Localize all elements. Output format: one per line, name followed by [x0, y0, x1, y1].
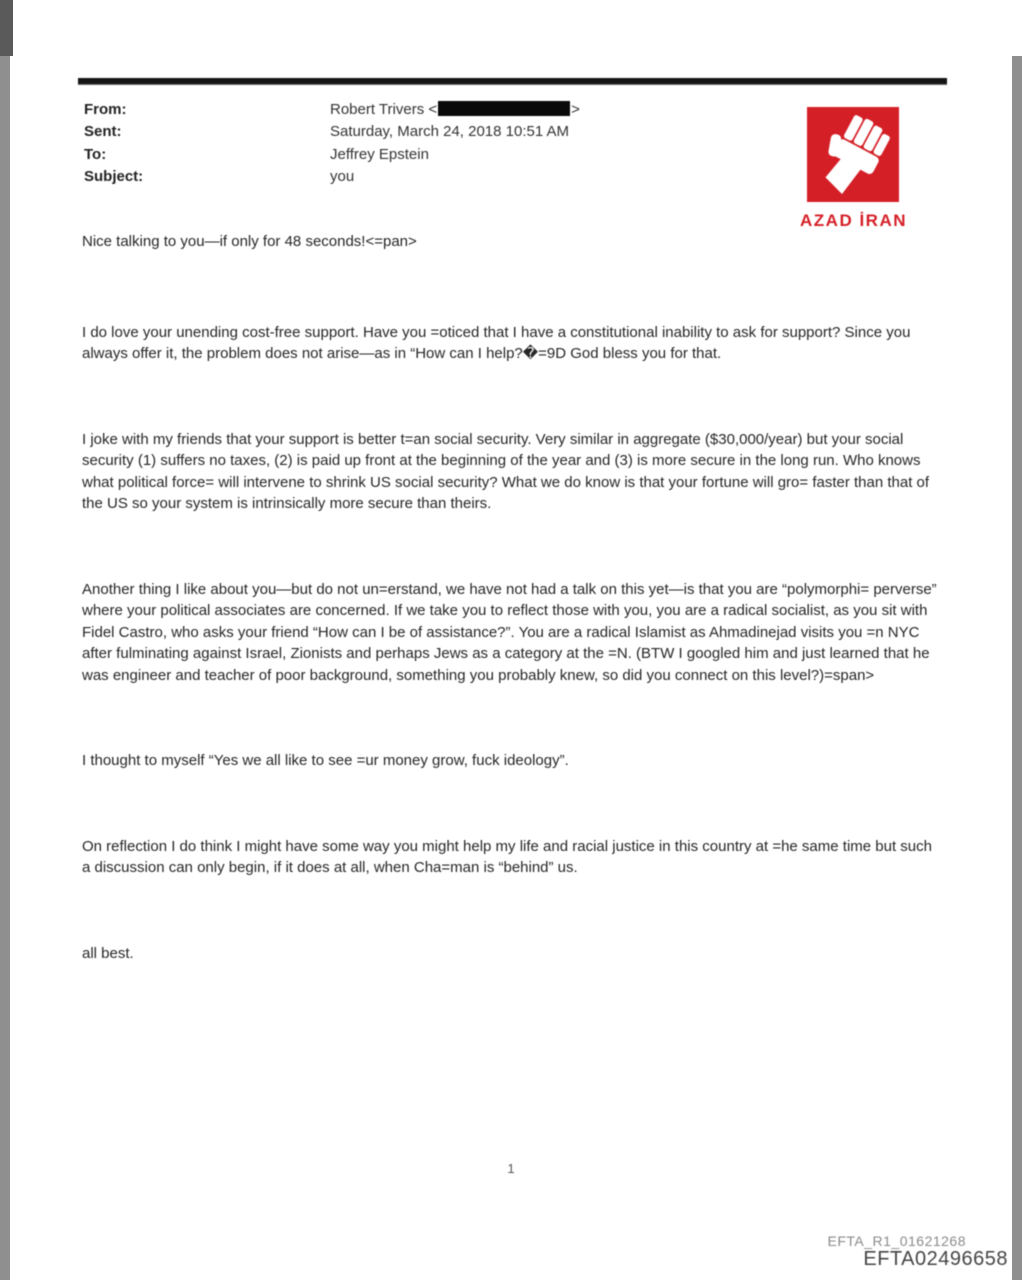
raised-fist-icon: [810, 111, 896, 199]
from-value-suffix: >: [571, 101, 580, 118]
email-paragraph: Nice talking to you—if only for 48 seconds!<=pan>: [82, 233, 417, 250]
from-value-prefix: Robert Trivers <: [330, 101, 438, 118]
page-number: 1: [507, 1161, 515, 1176]
subject-value: you: [330, 168, 355, 186]
from-label: From:: [84, 101, 127, 118]
sent-label: Sent:: [84, 123, 122, 141]
to-label: To:: [84, 145, 107, 163]
redaction-box: [438, 101, 570, 116]
from-value: [330, 99, 580, 121]
header-divider-rule: [78, 78, 947, 85]
email-paragraph: I joke with my friends that your support is better t=an social security. Very similar in aggregate ($30,000/year) but your social security (1) suffers no taxes, (2) is paid up front at the beginning of the year and (3) is more secure in the long run. Who knows what political force= will intervene to shrink US social security? What we do know is that your fortune will gro= faster than that of the US so your system is intrinsically more secure than theirs.: [82, 430, 930, 512]
email-paragraph: I thought to myself “Yes we all like to see =ur money grow, fuck ideology”.: [82, 752, 569, 769]
email-paragraph: Another thing I like about you—but do not un=erstand, we have not had a talk on this yet—is that you are “polymorphi= perverse” where your political associates are concerned. If we take you to reflect those with you, you are a radical socialist, as you sit with Fidel Castro, who asks your friend “How can I be of assistance?”. You are a radical Islamist as Ahmadinejad visits you =n NYC after fulminating against Israel, Zionists and perhaps Jews as a category at the =N. (BTW I googled him and just learned that he was engineer and teacher of poor background, something you probably knew, so did you connect on this level?)=span>: [82, 580, 937, 684]
email-header: [84, 99, 580, 189]
to-value: Jeffrey Epstein: [330, 145, 429, 163]
sent-value: Saturday, March 24, 2018 10:51 AM: [330, 123, 570, 141]
email-signoff: all best.: [82, 944, 134, 962]
bates-stamp-r1: EFTA_R1_01621268: [827, 1233, 966, 1249]
email-paragraph: I do love your unending cost-free support. Have you =oticed that I have a constitutional inability to ask for support? Since you always offer it, the problem does not arise—as in “How can I help?�=9D God bless you for that.: [82, 323, 911, 362]
logo-red-square: [807, 107, 899, 202]
bates-stamp-efta: EFTA02496658: [863, 1248, 1008, 1270]
logo-wordmark: AZAD İRAN: [800, 211, 907, 230]
subject-label: Subject:: [84, 168, 144, 186]
email-body: [82, 231, 940, 1028]
email-paragraph: On reflection I do think I might have some way you might help my life and racial justice in this country at =he same time but such a discussion can only begin, if it does at all, when Cha=man is “behind” us.: [82, 837, 932, 876]
azad-iran-logo: [800, 107, 906, 231]
